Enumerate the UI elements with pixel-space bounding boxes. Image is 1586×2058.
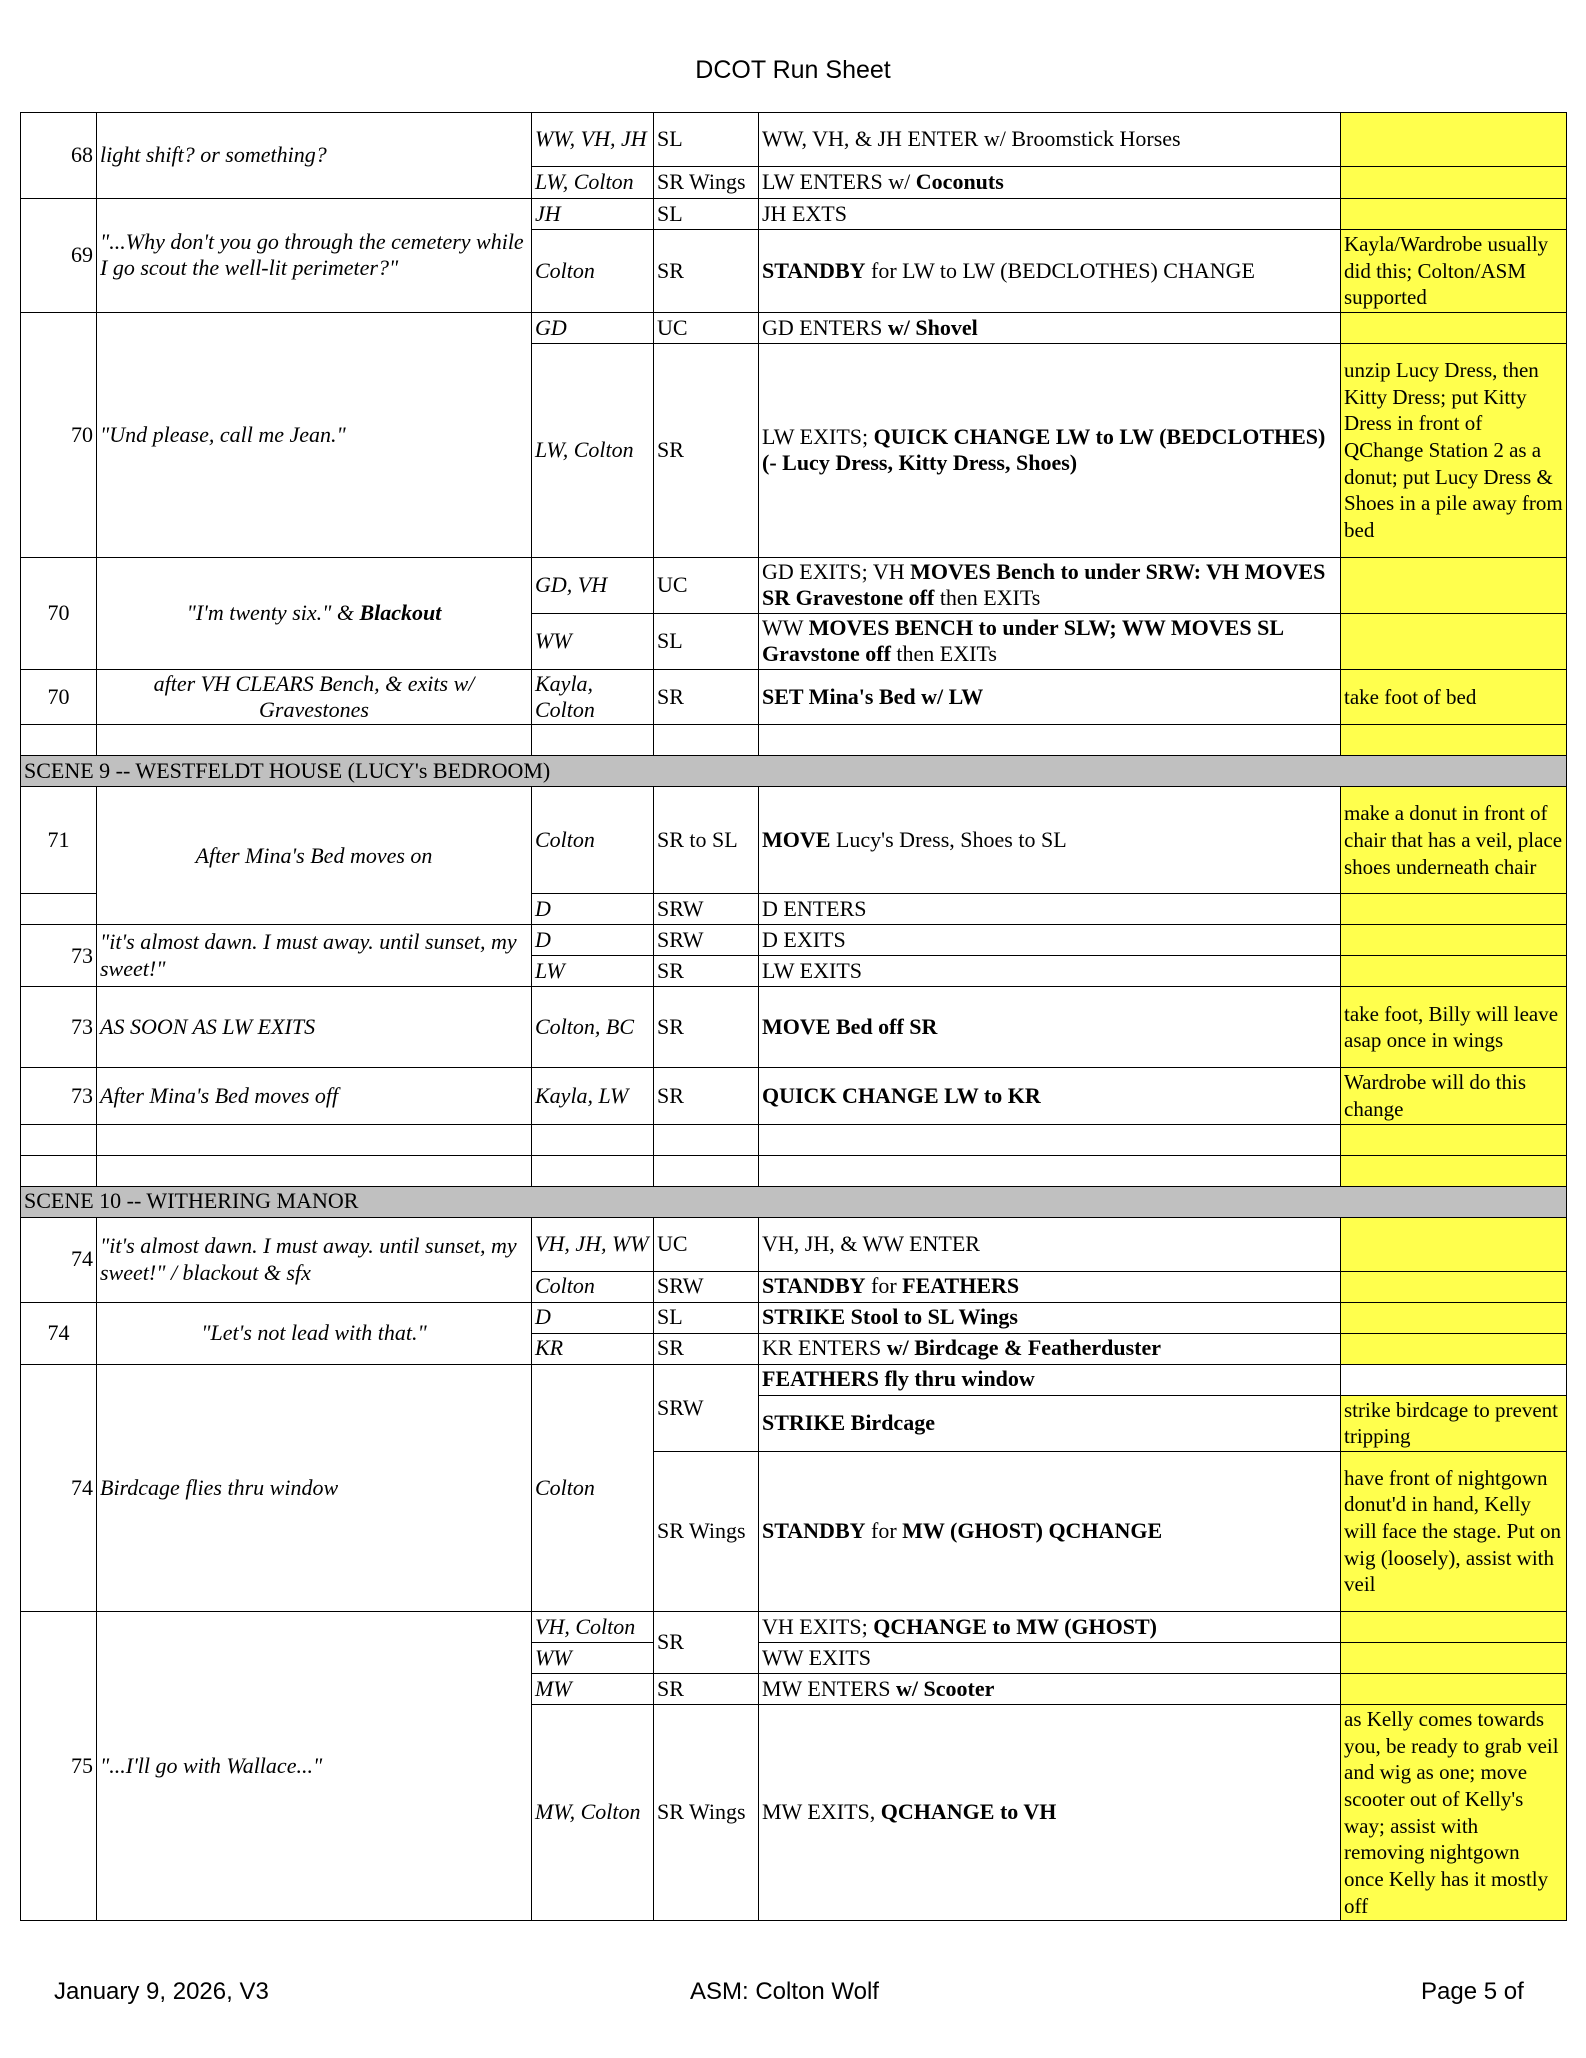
action-cell	[759, 1333, 1341, 1364]
action-bold: STANDBY	[762, 1518, 866, 1544]
action-text: MW ENTERS	[762, 1675, 897, 1701]
action-bold: STANDBY	[762, 1273, 866, 1299]
footer-page: Page 5 of	[1421, 1978, 1524, 2005]
action-cell: WW, VH, & JH ENTER w/ Broomstick Horses	[759, 113, 1341, 167]
table-row-empty	[21, 1155, 1567, 1186]
action-bold: STRIKE Birdcage	[762, 1410, 935, 1436]
cue-text: "it's almost dawn. I must away. until sunset, my sweet!"	[97, 925, 532, 987]
note-cell	[1341, 1217, 1567, 1271]
cue-text: "...I'll go with Wallace..."	[97, 1611, 532, 1920]
cue-text: "Und please, call me Jean."	[97, 312, 532, 557]
page-number: 73	[21, 925, 97, 987]
note-cell	[1341, 894, 1567, 925]
footer-asm: ASM: Colton Wolf	[690, 1978, 879, 2005]
scene-heading: SCENE 10 -- WITHERING MANOR	[21, 1186, 1567, 1217]
cue-text: After Mina's Bed moves on	[97, 787, 532, 925]
action-text: Lucy's Dress, Shoes to SL	[830, 827, 1067, 853]
table-row	[21, 1302, 1567, 1333]
location-cell: UC	[654, 1217, 759, 1271]
location-cell: SL	[654, 613, 759, 669]
note-cell: Kayla/Wardrobe usually did this; Colton/ASM supported	[1341, 230, 1567, 313]
table-row	[21, 113, 1567, 167]
action-text: GD EXITS; VH	[762, 558, 911, 584]
note-cell	[1341, 312, 1567, 343]
cue-part: "I'm twenty six." &	[186, 600, 360, 626]
location-cell: SR Wings	[654, 1451, 759, 1611]
location-cell: SR	[654, 230, 759, 313]
action-bold: QUICK CHANGE LW to LW (BEDCLOTHES) (- Lucy Dress, Kitty Dress, Shoes)	[762, 424, 1326, 476]
page-number: 70	[21, 312, 97, 557]
crew-cell: LW	[532, 956, 654, 987]
action-bold: w/ Shovel	[887, 314, 978, 340]
action-cell	[759, 312, 1341, 343]
location-cell: SRW	[654, 894, 759, 925]
location-cell: SR Wings	[654, 167, 759, 199]
cue-text: "...Why don't you go through the cemetery while I go scout the well-lit perimeter?"	[97, 199, 532, 313]
crew-cell: Kayla, LW	[532, 1068, 654, 1124]
crew-cell: Colton	[532, 1364, 654, 1611]
location-cell: SL	[654, 1302, 759, 1333]
location-cell: SRW	[654, 1271, 759, 1302]
page-number: 69	[21, 199, 97, 313]
scene-header-row	[21, 756, 1567, 787]
action-text: VH EXITS;	[762, 1613, 874, 1639]
scene-heading: SCENE 9 -- WESTFELDT HOUSE (LUCY's BEDROOM)	[21, 756, 1567, 787]
action-cell	[759, 1451, 1341, 1611]
note-cell: take foot of bed	[1341, 669, 1567, 725]
location-cell: SRW	[654, 925, 759, 956]
crew-cell: Kayla, Colton	[532, 669, 654, 725]
location-cell: SR	[654, 343, 759, 557]
footer-date: January 9, 2026, V3	[54, 1978, 269, 2005]
note-cell: unzip Lucy Dress, then Kitty Dress; put Kitty Dress in front of QChange Station 2 as a donut; put Lucy Dress & Shoes in a pile away from bed	[1341, 343, 1567, 557]
crew-cell: KR	[532, 1333, 654, 1364]
note-cell	[1341, 1611, 1567, 1642]
action-cell	[759, 669, 1341, 725]
crew-cell: MW	[532, 1673, 654, 1704]
table-row	[21, 199, 1567, 230]
location-cell: SR	[654, 1673, 759, 1704]
cue-text: after VH CLEARS Bench, & exits w/ Gravestones	[97, 669, 532, 725]
action-cell	[759, 1302, 1341, 1333]
action-bold: MOVES Bench to under SRW: VH MOVES SR Gravestone off	[762, 558, 1326, 611]
table-row-empty	[21, 725, 1567, 756]
location-cell: SR	[654, 669, 759, 725]
location-cell: SL	[654, 113, 759, 167]
action-bold: w/ Scooter	[896, 1675, 995, 1701]
action-cell: JH EXTS	[759, 199, 1341, 230]
location-cell: SL	[654, 199, 759, 230]
action-bold: FEATHERS fly thru window	[762, 1366, 1035, 1392]
note-cell	[1341, 557, 1567, 613]
action-text: WW	[762, 614, 809, 640]
location-cell: UC	[654, 312, 759, 343]
crew-cell: WW, VH, JH	[532, 113, 654, 167]
note-cell	[1341, 925, 1567, 956]
page-number: 74	[21, 1302, 97, 1364]
location-cell: SR Wings	[654, 1704, 759, 1920]
table-row-empty	[21, 1124, 1567, 1155]
table-row	[21, 1068, 1567, 1124]
action-text: for LW to LW (BEDCLOTHES) CHANGE	[865, 257, 1255, 283]
crew-cell: LW, Colton	[532, 343, 654, 557]
action-bold: STANDBY	[762, 257, 866, 283]
note-cell: as Kelly comes towards you, be ready to grab veil and wig as one; move scooter out of Kelly's way; assist with removing nightgown once Kelly has it mostly off	[1341, 1704, 1567, 1920]
location-cell: SR to SL	[654, 787, 759, 894]
action-cell: VH, JH, & WW ENTER	[759, 1217, 1341, 1271]
action-cell	[759, 1364, 1341, 1395]
cue-text: After Mina's Bed moves off	[97, 1068, 532, 1124]
crew-cell: WW	[532, 1642, 654, 1673]
action-bold: SET Mina's Bed w/ LW	[762, 683, 984, 709]
crew-cell: LW, Colton	[532, 167, 654, 199]
action-text: for	[865, 1273, 903, 1299]
location-cell: SR	[654, 956, 759, 987]
page-number: 73	[21, 1068, 97, 1124]
action-cell	[759, 787, 1341, 894]
action-bold: MOVE Bed off SR	[762, 1014, 938, 1040]
table-row	[21, 557, 1567, 613]
action-cell	[759, 167, 1341, 199]
cue-text	[97, 557, 532, 669]
location-cell: SR	[654, 987, 759, 1068]
action-bold: w/ Birdcage & Featherduster	[886, 1335, 1162, 1361]
action-bold: Coconuts	[915, 169, 1004, 195]
action-cell	[759, 1395, 1341, 1451]
crew-cell: D	[532, 894, 654, 925]
action-cell	[759, 557, 1341, 613]
action-bold: MOVES BENCH to under SLW; WW MOVES SL Gravstone off	[762, 614, 1283, 667]
action-cell: WW EXITS	[759, 1642, 1341, 1673]
table-row	[21, 925, 1567, 956]
action-cell: D EXITS	[759, 925, 1341, 956]
table-row	[21, 669, 1567, 725]
page-number: 74	[21, 1364, 97, 1611]
note-cell: Wardrobe will do this change	[1341, 1068, 1567, 1124]
note-cell	[1341, 1271, 1567, 1302]
note-cell	[1341, 1333, 1567, 1364]
action-bold: STRIKE Stool to SL Wings	[762, 1304, 1018, 1330]
cue-text: light shift? or something?	[97, 113, 532, 199]
page-number: 70	[21, 557, 97, 669]
action-text: LW EXITS;	[762, 424, 874, 450]
action-text: MW EXITS,	[762, 1799, 881, 1825]
note-cell	[1341, 1302, 1567, 1333]
note-cell	[1341, 167, 1567, 199]
location-cell: SR	[654, 1333, 759, 1364]
table-row	[21, 1611, 1567, 1642]
note-cell	[1341, 956, 1567, 987]
crew-cell: VH, Colton	[532, 1611, 654, 1642]
action-text: then EXITs	[890, 641, 997, 667]
action-cell	[759, 230, 1341, 313]
action-cell	[759, 987, 1341, 1068]
note-cell: take foot, Billy will leave asap once in wings	[1341, 987, 1567, 1068]
location-cell: SRW	[654, 1364, 759, 1451]
crew-cell: Colton	[532, 787, 654, 894]
page-number: 73	[21, 987, 97, 1068]
action-bold: QCHANGE to VH	[880, 1799, 1057, 1825]
page-title: DCOT Run Sheet	[695, 56, 891, 84]
action-text: for	[865, 1518, 903, 1544]
note-cell: have front of nightgown donut'd in hand, Kelly will face the stage. Put on wig (loosely), assist with veil	[1341, 1451, 1567, 1611]
action-text: LW ENTERS w/	[762, 169, 916, 195]
table-row	[21, 1364, 1567, 1395]
scene-header-row	[21, 1186, 1567, 1217]
crew-cell: VH, JH, WW	[532, 1217, 654, 1271]
action-cell: LW EXITS	[759, 956, 1341, 987]
action-cell	[759, 613, 1341, 669]
cue-bold: Blackout	[359, 600, 442, 626]
page-number: 75	[21, 1611, 97, 1920]
action-cell	[759, 1673, 1341, 1704]
action-bold: MW (GHOST) QCHANGE	[902, 1518, 1163, 1544]
note-cell	[1341, 1642, 1567, 1673]
location-cell: UC	[654, 557, 759, 613]
table-row	[21, 787, 1567, 894]
crew-cell: D	[532, 1302, 654, 1333]
cue-text: AS SOON AS LW EXITS	[97, 987, 532, 1068]
action-cell	[759, 343, 1341, 557]
page-number: 74	[21, 1217, 97, 1302]
note-cell: make a donut in front of chair that has a veil, place shoes underneath chair	[1341, 787, 1567, 894]
action-cell	[759, 1068, 1341, 1124]
cue-text: "it's almost dawn. I must away. until sunset, my sweet!" / blackout & sfx	[97, 1217, 532, 1302]
note-cell: strike birdcage to prevent tripping	[1341, 1395, 1567, 1451]
crew-cell: JH	[532, 199, 654, 230]
page-number: 70	[21, 669, 97, 725]
cue-text: Birdcage flies thru window	[97, 1364, 532, 1611]
action-bold: QCHANGE to MW (GHOST)	[873, 1613, 1157, 1639]
crew-cell: Colton	[532, 230, 654, 313]
action-text: then EXITs	[934, 585, 1041, 611]
note-cell	[1341, 199, 1567, 230]
crew-cell: Colton	[532, 1271, 654, 1302]
page-number: 68	[21, 113, 97, 199]
crew-cell: WW	[532, 613, 654, 669]
action-bold: FEATHERS	[902, 1273, 1020, 1299]
crew-cell: D	[532, 925, 654, 956]
note-cell	[1341, 613, 1567, 669]
table-row	[21, 1217, 1567, 1271]
action-cell: D ENTERS	[759, 894, 1341, 925]
location-cell: SR	[654, 1611, 759, 1673]
action-text: KR ENTERS	[762, 1335, 887, 1361]
action-cell	[759, 1271, 1341, 1302]
action-cell	[759, 1704, 1341, 1920]
action-bold: QUICK CHANGE LW to KR	[762, 1082, 1041, 1108]
note-cell	[1341, 113, 1567, 167]
run-sheet-table	[20, 112, 1567, 1921]
table-row	[21, 987, 1567, 1068]
crew-cell: GD, VH	[532, 557, 654, 613]
crew-cell: GD	[532, 312, 654, 343]
crew-cell: MW, Colton	[532, 1704, 654, 1920]
action-bold: MOVE	[762, 827, 831, 853]
note-cell-blank	[1341, 1364, 1567, 1395]
cue-text: "Let's not lead with that."	[97, 1302, 532, 1364]
action-cell	[759, 1611, 1341, 1642]
action-text: GD ENTERS	[762, 314, 888, 340]
table-row	[21, 312, 1567, 343]
location-cell: SR	[654, 1068, 759, 1124]
page-number: 71	[21, 787, 97, 894]
note-cell	[1341, 1673, 1567, 1704]
crew-cell: Colton, BC	[532, 987, 654, 1068]
